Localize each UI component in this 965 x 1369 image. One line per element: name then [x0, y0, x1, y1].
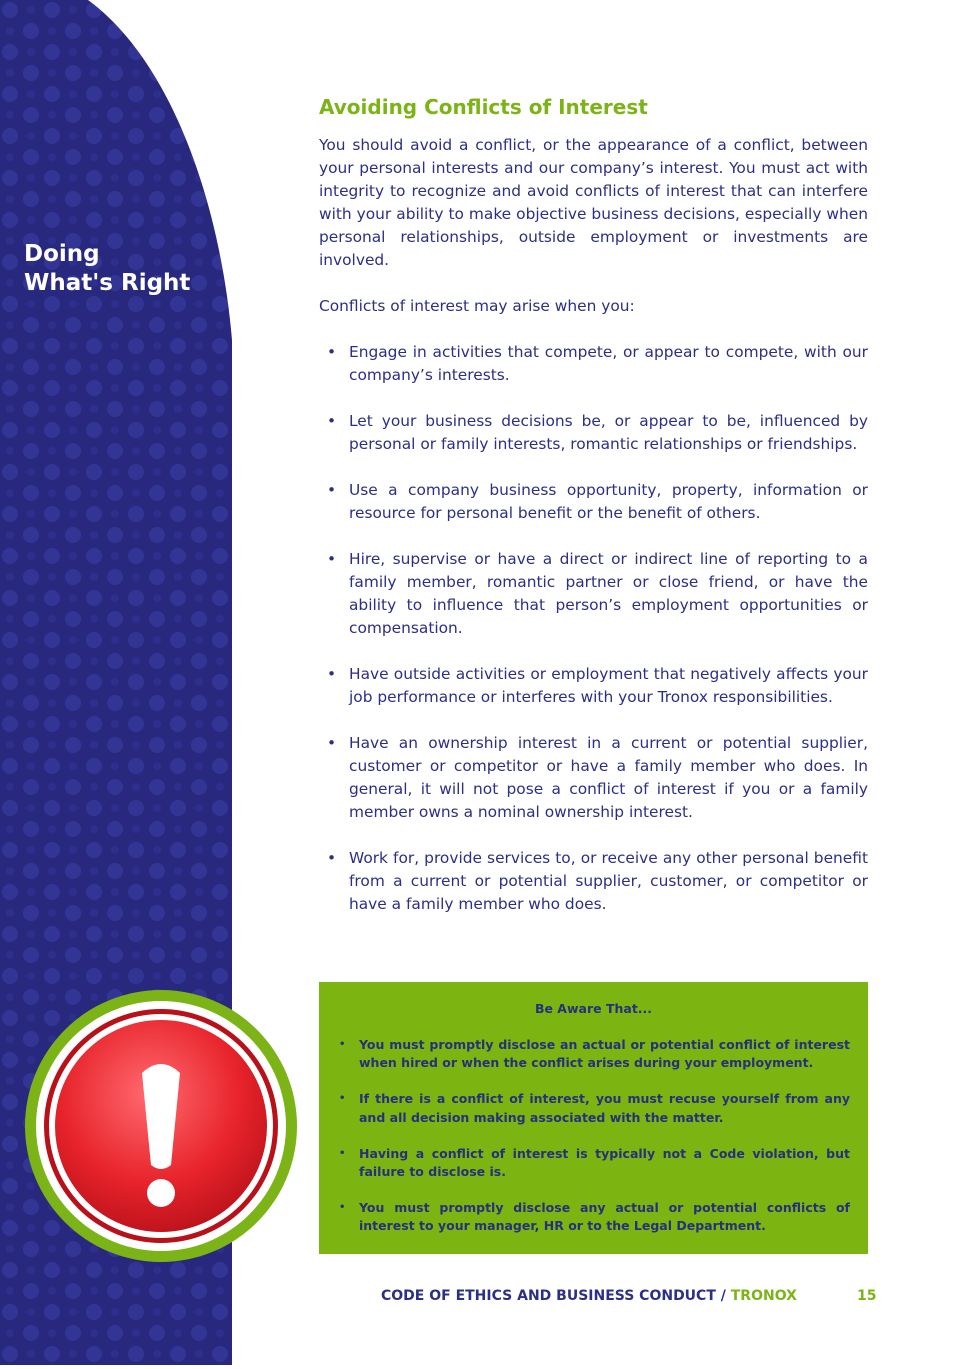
bullet-icon: • — [327, 343, 337, 361]
list-item-text: You must promptly disclose any actual or potential conflicts of interest to your manager, HR or to the Legal Department. — [359, 1200, 850, 1234]
sidebar-title — [24, 240, 190, 298]
list-item-text: Work for, provide services to, or receive any other personal benefit from a current or potential supplier, customer, or competitor or have a family member who does. — [349, 849, 868, 913]
list-item — [319, 847, 868, 916]
main-content — [319, 92, 868, 916]
exclamation-alert-icon — [20, 985, 302, 1267]
list-item-text: Having a conflict of interest is typically not a Code violation, but failure to disclose is. — [359, 1145, 850, 1180]
be-aware-title: Be Aware That... — [534, 1001, 653, 1016]
list-item — [319, 341, 868, 387]
footer-brand: TRONOX — [730, 1288, 797, 1304]
conflicts-intro: Conflicts of interest may arise when you: — [319, 297, 635, 315]
list-item — [319, 663, 868, 709]
bullet-icon: • — [339, 1147, 346, 1159]
bullet-icon: • — [339, 1039, 346, 1050]
be-aware-list — [337, 1036, 850, 1236]
list-item — [337, 1145, 850, 1181]
list-item — [319, 479, 868, 525]
list-item — [337, 1036, 850, 1072]
list-item-text: Hire, supervise or have a direct or indirect line of reporting to a family member, romantic partner or close friend, or have the ability to influence that person’s employment opportunities or compensation. — [349, 550, 868, 637]
list-item-text: Engage in activities that compete, or appear to compete, with our company’s interests. — [349, 343, 868, 384]
list-item — [319, 732, 868, 824]
intro-paragraph: You should avoid a conflict, or the appearance of a conflict, between your personal interests and our company’s interest. You must act with integrity to recognize and avoid conflicts of interest that can interfere with your ability to make objective business decisions, especially when personal relationships, outside employment or investments are involved. — [319, 136, 868, 269]
bullet-icon: • — [327, 481, 337, 499]
be-aware-box — [319, 982, 868, 1254]
footer-doc-title: CODE OF ETHICS AND BUSINESS CONDUCT / — [381, 1288, 726, 1304]
list-item — [319, 410, 868, 456]
list-item-text: You must promptly disclose an actual or potential conflict of interest when hired or when the conflict arises during your employment. — [359, 1037, 850, 1071]
conflicts-list — [319, 341, 868, 916]
list-item — [337, 1199, 850, 1235]
bullet-icon: • — [327, 734, 337, 752]
page-heading: Avoiding Conflicts of Interest — [319, 95, 648, 119]
sidebar-title-line2: What's Right — [24, 270, 191, 296]
page-number: 15 — [857, 1288, 877, 1304]
bullet-icon: • — [327, 550, 337, 568]
list-item-text: Use a company business opportunity, property, information or resource for personal benefit or the benefit of others. — [349, 481, 868, 522]
list-item-text: Have outside activities or employment that negatively affects your job performance or interferes with your Tronox responsibilities. — [349, 665, 868, 706]
list-item-text: Let your business decisions be, or appear to be, influenced by personal or family interests, romantic relationships or friendships. — [349, 412, 868, 453]
bullet-icon: • — [339, 1202, 346, 1214]
bullet-icon: • — [327, 849, 337, 867]
sidebar-title-line1: Doing — [24, 241, 100, 267]
page-footer — [381, 1287, 881, 1305]
list-item-text: If there is a conflict of interest, you must recuse yourself from any and all decision making associated with the matter. — [359, 1091, 850, 1125]
bullet-icon: • — [327, 412, 337, 430]
bullet-icon: • — [327, 665, 337, 683]
list-item — [337, 1090, 850, 1126]
list-item-text: Have an ownership interest in a current or potential supplier, customer or competitor or have a family member who does. In general, it will not pose a conflict of interest if you or a family member owns a nominal ownership interest. — [349, 734, 868, 821]
list-item — [319, 548, 868, 640]
bullet-icon: • — [339, 1093, 346, 1105]
